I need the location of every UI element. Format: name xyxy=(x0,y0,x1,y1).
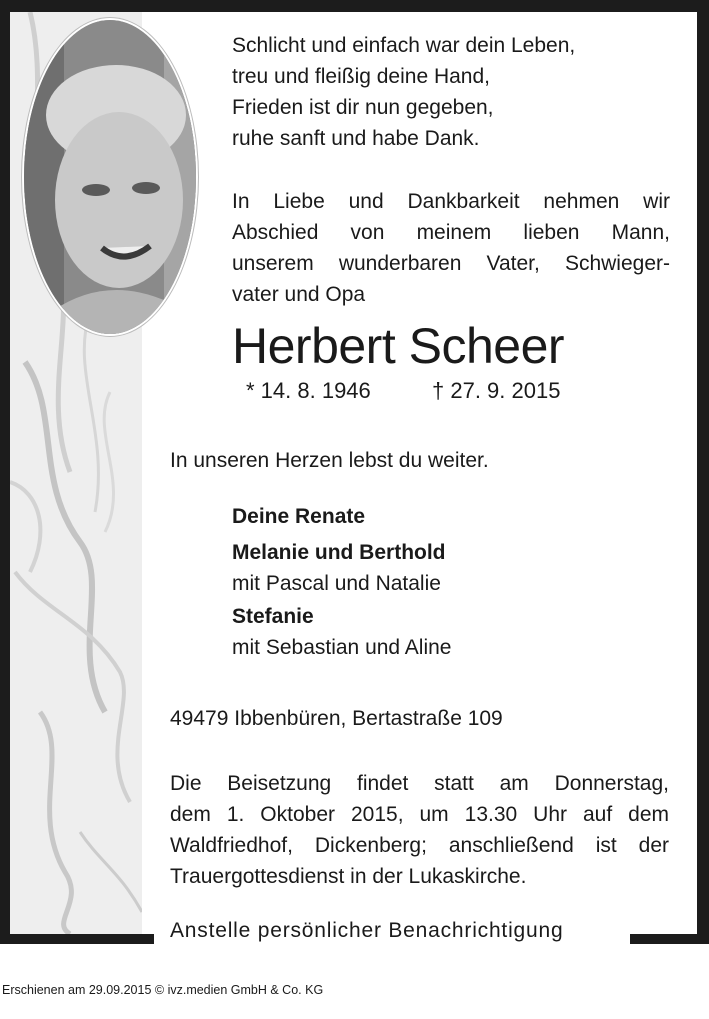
verse xyxy=(232,30,672,154)
frame-left-border xyxy=(0,0,10,944)
family-wife xyxy=(232,501,365,532)
frame-bottom-border-left xyxy=(0,934,154,944)
funeral-line: dem 1. Oktober 2015, um 13.30 Uhr auf dem xyxy=(170,803,669,826)
intro-line: unserem wunderbaren Vater, Schwieger- xyxy=(232,252,670,275)
intro-line: vater und Opa xyxy=(232,283,366,306)
frame-right-border xyxy=(697,0,709,944)
family-group-2 xyxy=(232,601,451,663)
death-date: † 27. 9. 2015 xyxy=(432,378,561,403)
birth-date: * 14. 8. 1946 xyxy=(246,378,371,403)
verse-line: Schlicht und einfach war dein Leben, xyxy=(232,34,576,57)
frame-top-border xyxy=(0,0,698,12)
family-daughter2-children: mit Sebastian und Aline xyxy=(232,636,452,659)
funeral-line: Waldfriedhof, Dickenberg; anschließend ist der xyxy=(170,834,669,857)
funeral-line: Die Beisetzung findet statt am Donnerstag, xyxy=(170,772,669,795)
verse-line: ruhe sanft und habe Dank. xyxy=(232,127,480,150)
portrait-photo xyxy=(22,18,198,336)
verse-line: Frieden ist dir nun gegeben, xyxy=(232,96,494,119)
publication-footer: Erschienen am 29.09.2015 © ivz.medien GmbH & Co. KG xyxy=(2,983,324,997)
family-group-1 xyxy=(232,537,446,599)
family-wife-name: Deine Renate xyxy=(232,505,366,528)
family-daughter1-children: mit Pascal und Natalie xyxy=(232,572,441,595)
address: 49479 Ibbenbüren, Bertastraße 109 xyxy=(170,707,503,730)
funeral-line: Trauergottesdienst in der Lukaskirche. xyxy=(170,865,527,888)
verse-line: treu und fleißig deine Hand, xyxy=(232,65,490,88)
frame-bottom-border-right xyxy=(630,934,709,944)
family-daughter2-name: Stefanie xyxy=(232,605,314,628)
notice-line: Anstelle persönlicher Benachrichtigung xyxy=(170,919,564,942)
deceased-name: Herbert Scheer xyxy=(232,318,565,374)
intro-line: In Liebe und Dankbarkeit nehmen wir xyxy=(232,190,670,213)
funeral-paragraph xyxy=(170,768,669,892)
family-daughter1-name: Melanie und Berthold xyxy=(232,541,446,564)
motto: In unseren Herzen lebst du weiter. xyxy=(170,449,489,472)
intro-paragraph xyxy=(232,186,670,310)
intro-line: Abschied von meinem lieben Mann, xyxy=(232,221,670,244)
